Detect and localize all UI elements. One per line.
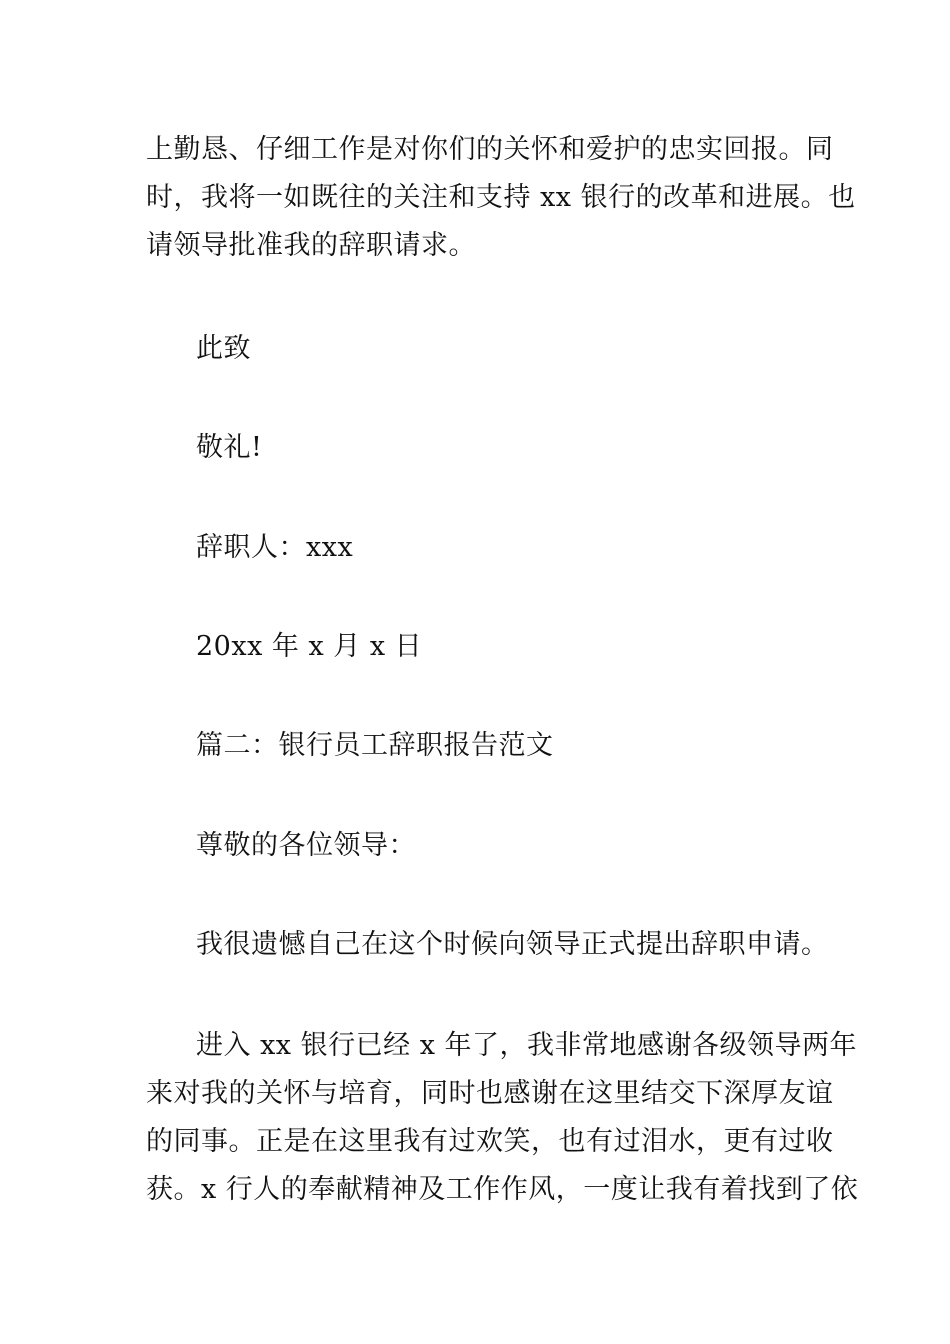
- closing-salutation-1: 此致: [196, 333, 251, 364]
- paragraph-line: 获。x 行人的奉献精神及工作作风，一度让我有着找到了依: [146, 1174, 859, 1205]
- paragraph-body: [146, 1022, 859, 1214]
- section-title: 篇二：银行员工辞职报告范文: [196, 730, 554, 761]
- signer-line: 辞职人：xxx: [196, 532, 354, 563]
- paragraph-line: 上勤恳、仔细工作是对你们的关怀和爱护的忠实回报。同: [146, 134, 834, 165]
- paragraph-line: 请领导批准我的辞职请求。: [146, 230, 476, 261]
- greeting-line: 尊敬的各位领导：: [196, 830, 416, 861]
- paragraph-continuation: [146, 126, 856, 270]
- date-line: 20xx 年 x 月 x 日: [196, 631, 423, 662]
- closing-salutation-2: 敬礼!: [196, 432, 263, 463]
- paragraph-intro: 我很遗憾自己在这个时候向领导正式提出辞职申请。: [196, 929, 829, 960]
- paragraph-line: 来对我的关怀与培育，同时也感谢在这里结交下深厚友谊: [146, 1078, 834, 1109]
- paragraph-line: 时，我将一如既往的关注和支持 xx 银行的改革和进展。也: [146, 182, 856, 213]
- paragraph-line: 进入 xx 银行已经 x 年了，我非常地感谢各级领导两年: [196, 1030, 858, 1061]
- paragraph-line: 的同事。正是在这里我有过欢笑，也有过泪水，更有过收: [146, 1126, 834, 1157]
